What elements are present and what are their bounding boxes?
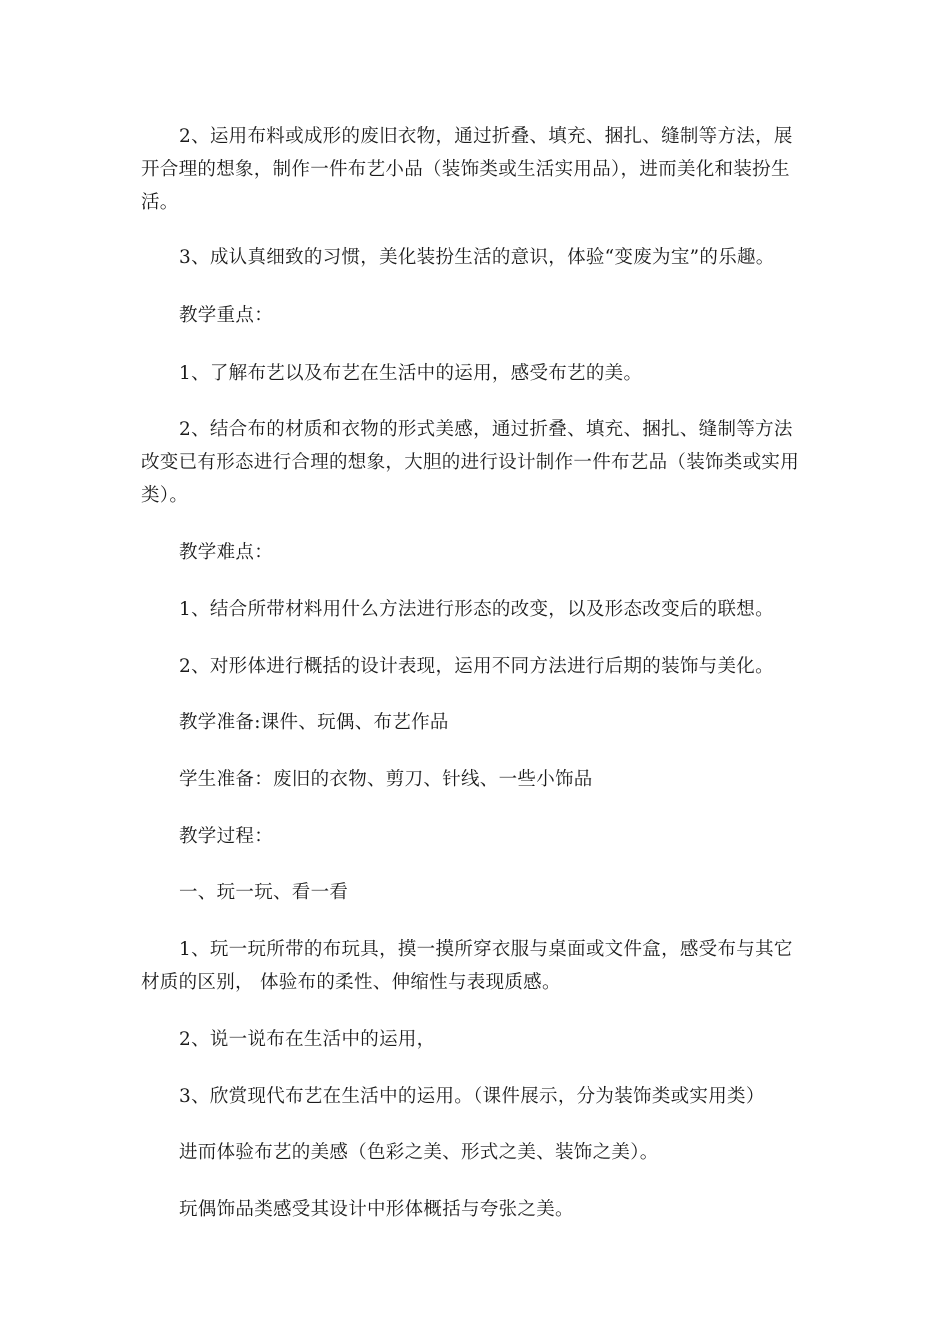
text-line: 1、结合所带材料用什么方法进行形态的改变，以及形态改变后的联想。: [179, 599, 774, 620]
text-line: 材质的区别， 体验布的柔性、伸缩性与表现质感。: [141, 972, 561, 993]
heading-section-one: [141, 876, 809, 909]
text-line: 学生准备：废旧的衣物、剪刀、针线、一些小饰品: [179, 769, 593, 790]
paragraph-doll-ornaments: [141, 1193, 809, 1226]
heading-teaching-difficulty: [141, 536, 809, 569]
text-line: 教学重点：: [179, 305, 274, 326]
paragraph-difficulty-2: [141, 650, 809, 683]
paragraph-student-prep: [141, 763, 809, 796]
paragraph-beauty: [141, 1136, 809, 1169]
text-line: 开合理的想象，制作一件布艺小品（装饰类或生活实用品），进而美化和装扮生: [141, 159, 790, 180]
text-line: 教学难点：: [179, 542, 274, 563]
text-line: 2、结合布的材质和衣物的形式美感，通过折叠、填充、捆扎、缝制等方法: [179, 419, 793, 440]
text-line: 1、了解布艺以及布艺在生活中的运用，感受布艺的美。: [179, 363, 643, 384]
text-line: 3、成认真细致的习惯，美化装扮生活的意识，体验“变废为宝”的乐趣。: [179, 247, 775, 268]
text-line: 3、欣赏现代布艺在生活中的运用。（课件展示，分为装饰类或实用类）: [179, 1086, 765, 1107]
text-line: 进而体验布艺的美感（色彩之美、形式之美、装饰之美）。: [179, 1142, 659, 1163]
paragraph-goal-3: [141, 241, 809, 274]
text-line: 玩偶饰品类感受其设计中形体概括与夸张之美。: [179, 1199, 574, 1220]
text-line: 类）。: [141, 485, 189, 506]
paragraph-focus-1: [141, 357, 809, 390]
paragraph-goal-2: [141, 120, 809, 219]
paragraph-step-1: [141, 933, 809, 999]
paragraph-step-3: [141, 1080, 809, 1113]
text-line: 1、玩一玩所带的布玩具，摸一摸所穿衣服与桌面或文件盒，感受布与其它: [179, 939, 793, 960]
text-line: 2、对形体进行概括的设计表现，运用不同方法进行后期的装饰与美化。: [179, 656, 774, 677]
paragraph-focus-2: [141, 413, 809, 512]
text-line: 活。: [141, 192, 179, 213]
text-line: 教学准备:课件、玩偶、布艺作品: [179, 712, 449, 733]
text-line: 2、运用布料或成形的废旧衣物，通过折叠、填充、捆扎、缝制等方法，展: [179, 126, 793, 147]
text-line: 改变已有形态进行合理的想象，大胆的进行设计制作一件布艺品（装饰类或实用: [141, 452, 800, 473]
paragraph-difficulty-1: [141, 593, 809, 626]
text-line: 一、玩一玩、看一看: [179, 882, 349, 903]
text-line: 2、说一说布在生活中的运用，: [179, 1029, 436, 1050]
paragraph-teacher-prep: [141, 706, 809, 739]
heading-teaching-focus: [141, 299, 809, 332]
text-line: 教学过程：: [179, 826, 274, 847]
heading-teaching-process: [141, 820, 809, 853]
paragraph-step-2: [141, 1023, 809, 1056]
